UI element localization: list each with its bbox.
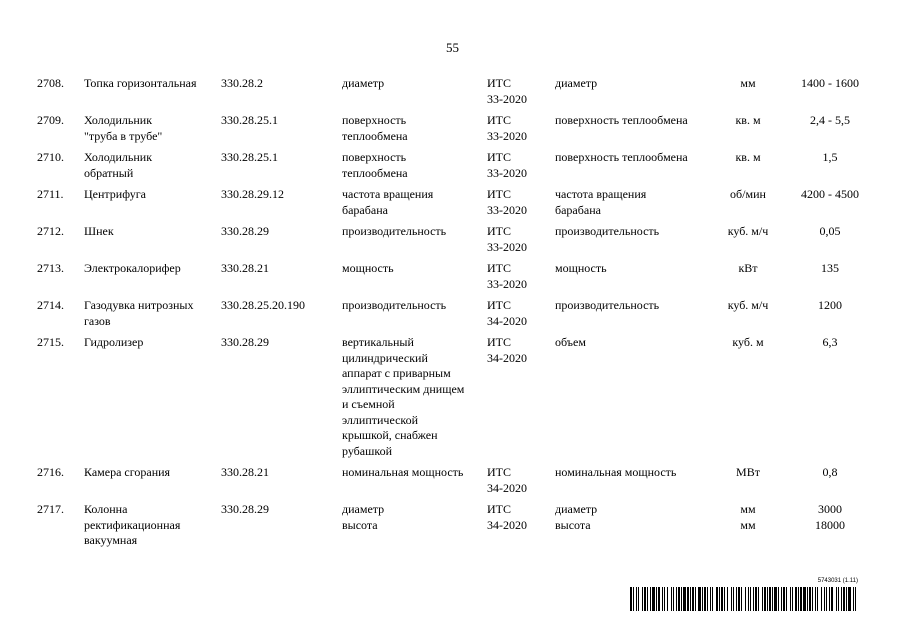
characteristic: номинальная мощность bbox=[555, 465, 677, 479]
equipment-name: Топка горизонтальная bbox=[84, 76, 197, 90]
technical-parameter: диаметр bbox=[342, 76, 385, 90]
equipment-name: Холодильник обратный bbox=[84, 150, 153, 180]
okpd-code: 330.28.29 bbox=[221, 335, 269, 349]
unit-of-measure: об/мин bbox=[730, 187, 766, 201]
okpd-code: 330.28.29.12 bbox=[221, 187, 284, 201]
parameter-value: 0,8 bbox=[822, 465, 838, 479]
parameter-value: 2,4 - 5,5 bbox=[810, 113, 850, 127]
parameter-value: 6,3 bbox=[822, 335, 838, 349]
technical-parameter: поверхность теплообмена bbox=[342, 113, 408, 143]
table-row bbox=[0, 502, 905, 549]
unit-of-measure: куб. м/ч bbox=[727, 298, 769, 312]
technical-parameter: частота вращения барабана bbox=[342, 187, 434, 217]
its-reference: ИТС 34-2020 bbox=[487, 298, 527, 328]
okpd-code: 330.28.29 bbox=[221, 502, 269, 516]
table-row bbox=[0, 76, 905, 107]
characteristic: производительность bbox=[555, 298, 660, 312]
table-row bbox=[0, 150, 905, 181]
equipment-table bbox=[0, 76, 905, 555]
its-reference: ИТС 33-2020 bbox=[487, 113, 527, 143]
okpd-code: 330.28.21 bbox=[221, 261, 269, 275]
row-number: 2713. bbox=[37, 261, 64, 275]
technical-parameter: номинальная мощность bbox=[342, 465, 464, 479]
equipment-name: Холодильник "труба в трубе" bbox=[84, 113, 163, 143]
table-row bbox=[0, 113, 905, 144]
its-reference: ИТС 33-2020 bbox=[487, 261, 527, 291]
characteristic: объем bbox=[555, 335, 586, 349]
parameter-value: 1200 bbox=[818, 298, 842, 312]
its-reference: ИТС 34-2020 bbox=[487, 465, 527, 495]
okpd-code: 330.28.25.1 bbox=[221, 113, 278, 127]
equipment-name: Газодувка нитрозных газов bbox=[84, 298, 194, 328]
unit-of-measure: мм мм bbox=[740, 502, 756, 532]
row-number: 2715. bbox=[37, 335, 64, 349]
barcode-label: 5743031 (1.11) bbox=[817, 578, 858, 584]
its-reference: ИТС 33-2020 bbox=[487, 76, 527, 106]
characteristic: диаметр bbox=[555, 76, 598, 90]
okpd-code: 330.28.29 bbox=[221, 224, 269, 238]
its-reference: ИТС 34-2020 bbox=[487, 502, 527, 532]
row-number: 2712. bbox=[37, 224, 64, 238]
equipment-name: Электрокалорифер bbox=[84, 261, 181, 275]
unit-of-measure: кВт bbox=[738, 261, 758, 275]
row-number: 2710. bbox=[37, 150, 64, 164]
row-number: 2711. bbox=[37, 187, 64, 201]
technical-parameter: производительность bbox=[342, 298, 447, 312]
equipment-name: Центрифуга bbox=[84, 187, 146, 201]
characteristic: поверхность теплообмена bbox=[555, 113, 688, 127]
row-number: 2717. bbox=[37, 502, 64, 516]
unit-of-measure: куб. м bbox=[732, 335, 764, 349]
unit-of-measure: куб. м/ч bbox=[727, 224, 769, 238]
row-number: 2714. bbox=[37, 298, 64, 312]
barcode-graphic bbox=[630, 587, 858, 611]
table-row bbox=[0, 335, 905, 459]
equipment-name: Шнек bbox=[84, 224, 114, 238]
parameter-value: 3000 18000 bbox=[815, 502, 845, 532]
table-row bbox=[0, 465, 905, 496]
characteristic: производительность bbox=[555, 224, 660, 238]
row-number: 2716. bbox=[37, 465, 64, 479]
technical-parameter: производительность bbox=[342, 224, 447, 238]
parameter-value: 0,05 bbox=[819, 224, 841, 238]
okpd-code: 330.28.21 bbox=[221, 465, 269, 479]
its-reference: ИТС 34-2020 bbox=[487, 335, 527, 365]
unit-of-measure: кв. м bbox=[735, 113, 761, 127]
equipment-name: Камера сгорания bbox=[84, 465, 171, 479]
okpd-code: 330.28.2 bbox=[221, 76, 263, 90]
page-number: 55 bbox=[446, 40, 459, 55]
table-row bbox=[0, 261, 905, 292]
parameter-value: 135 bbox=[821, 261, 839, 275]
unit-of-measure: МВт bbox=[736, 465, 760, 479]
technical-parameter: поверхность теплообмена bbox=[342, 150, 408, 180]
characteristic: мощность bbox=[555, 261, 607, 275]
row-number: 2708. bbox=[37, 76, 64, 90]
equipment-name: Гидролизер bbox=[84, 335, 144, 349]
table-row bbox=[0, 187, 905, 218]
technical-parameter: диаметр высота bbox=[342, 502, 385, 532]
its-reference: ИТС 33-2020 bbox=[487, 187, 527, 217]
parameter-value: 4200 - 4500 bbox=[801, 187, 859, 201]
unit-of-measure: мм bbox=[740, 76, 756, 90]
table-row bbox=[0, 298, 905, 329]
okpd-code: 330.28.25.20.190 bbox=[221, 298, 305, 312]
parameter-value: 1400 - 1600 bbox=[801, 76, 859, 90]
barcode-area bbox=[630, 578, 858, 612]
characteristic: диаметр высота bbox=[555, 502, 598, 532]
characteristic: поверхность теплообмена bbox=[555, 150, 688, 164]
equipment-name: Колонна ректификационная вакуумная bbox=[84, 502, 181, 547]
characteristic: частота вращения барабана bbox=[555, 187, 647, 217]
table-row bbox=[0, 224, 905, 255]
its-reference: ИТС 33-2020 bbox=[487, 224, 527, 254]
its-reference: ИТС 33-2020 bbox=[487, 150, 527, 180]
parameter-value: 1,5 bbox=[822, 150, 838, 164]
okpd-code: 330.28.25.1 bbox=[221, 150, 278, 164]
technical-parameter: мощность bbox=[342, 261, 394, 275]
row-number: 2709. bbox=[37, 113, 64, 127]
technical-parameter: вертикальный цилиндрический аппарат с приварным эллиптическим днищем и съемной эллиптической крышкой, снабжен рубашкой bbox=[342, 335, 465, 458]
unit-of-measure: кв. м bbox=[735, 150, 761, 164]
